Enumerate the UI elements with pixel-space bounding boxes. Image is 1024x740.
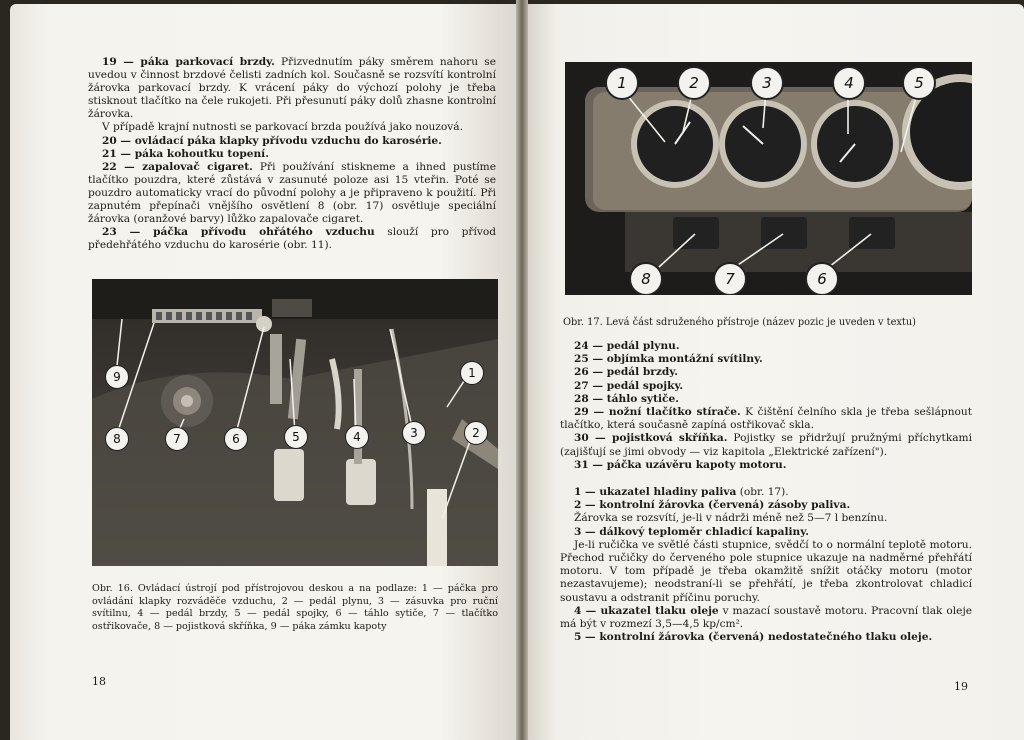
item-3: 3 — dálkový teploměr chladicí kapaliny.: [574, 525, 809, 538]
item-3-text: Je-li ručička ve světlé části stupnice, svědčí to o normální teplotě motoru. Přechod ručičky do červeného pole stupnice ukazuje na nadměrné přehřátí motoru. V tom případě je třeba okamžitě snížit otáčky motoru (motor nezastavujeme); neodstraní-li se přehřátí, je třeba zkontrolovat chladicí soustavu a odstranit příčinu poruchy.: [560, 538, 972, 604]
figure-17-photo: [565, 62, 972, 295]
item-29: 29 — nožní tlačítko stírače. K čištění čelního skla je třeba sešlápnout tlačítko, která současně zapíná ostřikovač skla.: [560, 406, 972, 432]
item-28: 28 — táhlo sytiče.: [574, 392, 679, 405]
fig17-label-8: 8: [629, 262, 663, 295]
fig16-label-8: 8: [105, 427, 129, 451]
left-body-text: [88, 56, 496, 252]
page-number-left: 18: [92, 675, 106, 688]
item-5: 5 — kontrolní žárovka (červená) nedostatečného tlaku oleje.: [574, 631, 933, 644]
paragraph-emergency: V případě krajní nutnosti se parkovací brzda používá jako nouzová.: [102, 121, 463, 134]
item-31: 31 — páčka uzávěru kapoty motoru.: [574, 458, 787, 471]
fig17-label-2: 2: [677, 66, 711, 100]
item-30: 30 — pojistková skříňka. Pojistky se přidržují pružnými příchytkami (zajišťují se jimi obvody — viz kapitola „Elektrické zařízení").: [560, 432, 972, 458]
fig16-label-4: 4: [345, 425, 369, 449]
book-gutter: [516, 0, 528, 740]
paragraph-19-rest: Přizvednutím páky směrem nahoru se uvedou v činnost brzdové čelisti zadních kol. Současně se rozsvítí kontrolní žárovka parkovací brzdy. K vrácení páky do výchozí polohy je třeba stisknout tlačítko na čele rukojeti. Při přesunutí páky dolů zhasne kontrolní žárovka.: [88, 56, 496, 121]
item-2: 2 — kontrolní žárovka (červená) zásoby paliva.: [574, 499, 851, 512]
fig17-label-4: 4: [832, 66, 866, 100]
item-24: 24 — pedál plynu.: [574, 340, 680, 352]
fig17-label-3: 3: [750, 66, 784, 100]
fig16-label-1: 1: [460, 361, 484, 385]
page-number-right: 19: [954, 680, 968, 693]
right-body-text: [560, 340, 972, 644]
fig17-label-1: 1: [605, 66, 639, 100]
item-4: 4 — ukazatel tlaku oleje v mazací soustavě motoru. Pracovní tlak oleje má být v rozmezí 3,5—4,5 kp/cm².: [560, 604, 972, 631]
paragraph-19: 19 — páka parkovací brzdy. Přizvednutím páky směrem nahoru se uvedou v činnost brzdové čelisti zadních kol. Současně se rozsvítí kontrolní žárovka parkovací brzdy. K vrácení páky do výchozí polohy je třeba stisknout tlačítko na čele rukojeti. Při přesunutí páky dolů zhasne kontrolní žárovka.: [88, 56, 496, 121]
paragraph-22: 22 — zapalovač cigaret. Při používání stiskneme a ihned pustíme tlačítko pouzdra, které zůstává v zasunuté poloze asi 15 vteřin. Poté se pouzdro automaticky vrací do původní polohy a je připraveno k použití. Při zapnutém přepínači vnějšího osvětlení 8 (obr. 17) osvětluje speciální žárovka (oranžové barvy) lůžko zapalovače cigaret.: [88, 160, 496, 226]
fig16-label-5: 5: [284, 425, 308, 449]
item-27: 27 — pedál spojky.: [574, 379, 684, 392]
fig16-label-2: 2: [464, 421, 488, 445]
fig17-label-7: 7: [713, 262, 747, 295]
fig16-label-7: 7: [165, 427, 189, 451]
paragraph-20: 20 — ovládací páka klapky přívodu vzduchu do karosérie.: [102, 134, 442, 147]
fig17-label-6: 6: [805, 262, 839, 295]
fig16-label-9: 9: [105, 365, 129, 389]
callout-lines: [92, 279, 498, 566]
fig16-label-3: 3: [402, 421, 426, 445]
fig17-label-5: 5: [902, 66, 936, 100]
item-25: 25 — objímka montážní svítilny.: [574, 353, 763, 366]
item-1: 1 — ukazatel hladiny paliva (obr. 17).: [574, 486, 789, 499]
figure-16-photo: [92, 279, 498, 566]
item-26: 26 — pedál brzdy.: [574, 366, 678, 379]
fig16-label-6: 6: [224, 427, 248, 451]
item-2-text: Žárovka se rozsvítí, je-li v nádrži méně než 5—7 l benzínu.: [574, 512, 888, 525]
paragraph-23: 23 — páčka přívodu ohřátého vzduchu slouží pro přívod předehřátého vzduchu do karosérie (obr. 11).: [88, 226, 496, 252]
paragraph-21: 21 — páka kohoutku topení.: [102, 147, 269, 160]
figure-16-caption: Obr. 16. Ovládací ústrojí pod přístrojovou deskou a na podlaze: 1 — páčka pro ovládání klapky rozváděče vzduchu, 2 — pedál plynu, 3 — zásuvka pro ruční svítilnu, 4 — pedál brzdy, 5 — pedál spojky, 6 — táhlo sytiče, 7 — tlačítko ostřikovače, 8 — pojistková skříňka, 9 — páka zámku kapoty: [92, 583, 498, 632]
figure-17-caption: Obr. 17. Levá část sdruženého přístroje (název pozic je uveden v textu): [563, 317, 917, 328]
